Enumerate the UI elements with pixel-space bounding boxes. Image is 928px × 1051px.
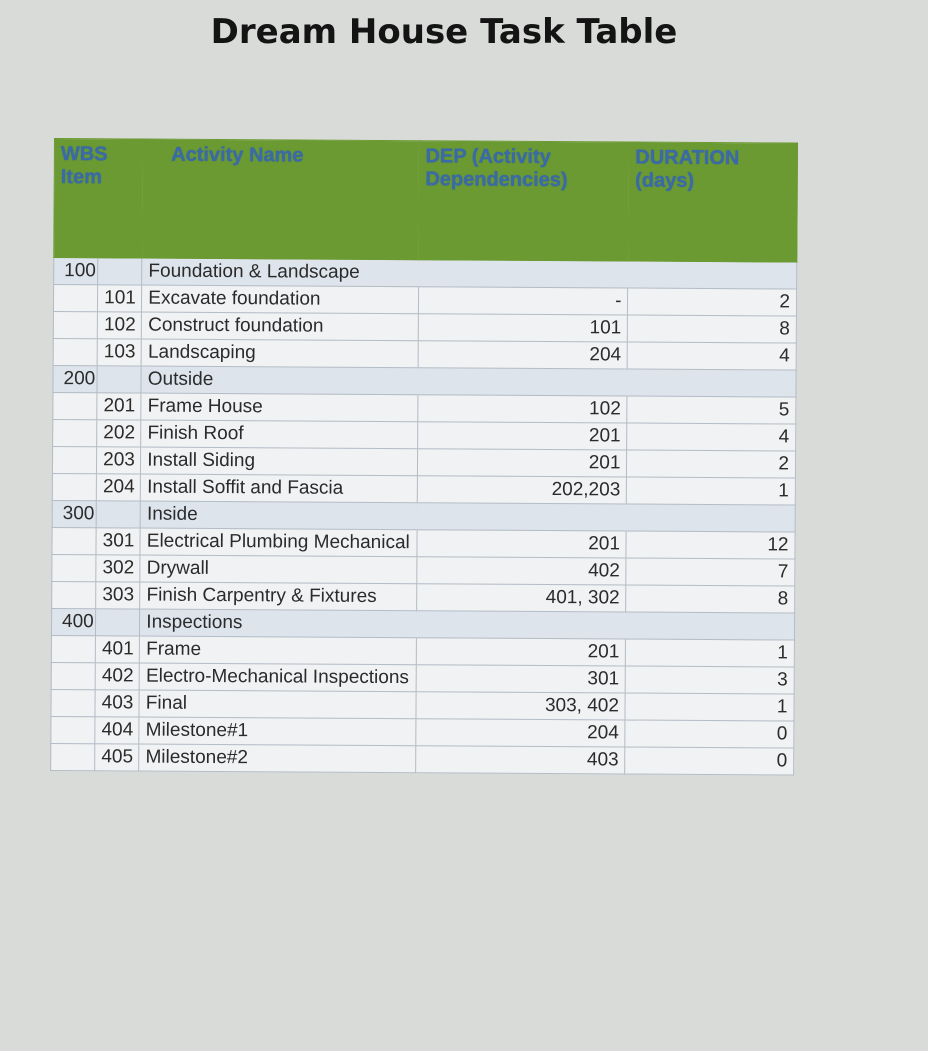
activity-cell: Electrical Plumbing Mechanical <box>140 528 416 557</box>
activity-cell: Electro-Mechanical Inspections <box>139 663 415 692</box>
sub-wbs-cell: 303 <box>96 582 140 609</box>
sub-wbs-cell: 202 <box>97 420 141 447</box>
activity-cell: Final <box>139 690 415 719</box>
table-row <box>51 743 794 775</box>
duration-cell <box>628 261 797 289</box>
sub-wbs-cell: 103 <box>97 339 141 366</box>
dependency-cell: 301 <box>416 665 626 693</box>
activity-cell: Drywall <box>140 555 416 584</box>
sub-wbs-cell: 405 <box>95 744 139 771</box>
activity-cell: Construct foundation <box>142 312 418 341</box>
duration-cell: 5 <box>627 396 796 424</box>
wbs-cell <box>53 338 97 365</box>
duration-cell: 2 <box>627 450 796 478</box>
wbs-cell: 100 <box>54 258 98 285</box>
activity-cell: Outside <box>141 366 417 395</box>
wbs-cell: 200 <box>53 365 97 392</box>
duration-cell: 2 <box>628 288 797 316</box>
sub-wbs-cell: 302 <box>96 555 140 582</box>
dependency-cell: 204 <box>415 719 625 747</box>
duration-cell: 3 <box>626 666 795 694</box>
wbs-cell <box>51 716 95 743</box>
activity-cell: Frame <box>140 636 416 665</box>
sub-wbs-cell: 403 <box>95 690 139 717</box>
activity-cell: Finish Carpentry & Fixtures <box>140 582 416 611</box>
sub-wbs-cell <box>97 366 141 393</box>
activity-cell: Finish Roof <box>141 420 417 449</box>
table-header-row <box>54 139 798 263</box>
sub-wbs-cell: 203 <box>97 447 141 474</box>
dependency-cell: 201 <box>416 638 626 666</box>
dependency-cell <box>416 611 626 639</box>
duration-cell: 4 <box>627 423 796 451</box>
dependency-cell: 401, 302 <box>416 584 626 612</box>
wbs-cell: 400 <box>51 608 95 635</box>
header-dependencies: DEP (Activity Dependencies) <box>418 141 629 261</box>
wbs-cell <box>52 473 96 500</box>
activity-cell: Inspections <box>140 609 416 638</box>
duration-cell: 0 <box>625 747 794 775</box>
sub-wbs-cell: 404 <box>95 717 139 744</box>
wbs-cell <box>51 635 95 662</box>
wbs-cell <box>52 527 96 554</box>
dependency-cell: 201 <box>417 530 627 558</box>
dependency-cell: 102 <box>417 395 627 423</box>
wbs-cell <box>52 446 96 473</box>
wbs-cell <box>51 689 95 716</box>
duration-cell: 8 <box>628 315 797 343</box>
dependency-cell: 101 <box>418 314 628 342</box>
duration-cell: 8 <box>626 585 795 613</box>
dependency-cell: 402 <box>416 557 626 585</box>
wbs-cell <box>52 554 96 581</box>
duration-cell <box>626 612 795 640</box>
wbs-cell <box>53 285 97 312</box>
wbs-cell <box>53 392 97 419</box>
dependency-cell: 403 <box>415 746 625 774</box>
wbs-cell <box>53 419 97 446</box>
dependency-cell <box>418 368 628 396</box>
dependency-cell: - <box>418 287 628 315</box>
duration-cell: 12 <box>626 531 795 559</box>
task-table <box>50 138 798 776</box>
wbs-cell <box>51 743 95 770</box>
sub-wbs-cell <box>96 609 140 636</box>
header-wbs-item: WBS Item <box>54 139 143 259</box>
duration-cell <box>627 369 796 397</box>
dependency-cell: 303, 402 <box>416 692 626 720</box>
dependency-cell <box>418 260 628 288</box>
duration-cell: 7 <box>626 558 795 586</box>
wbs-cell <box>52 581 96 608</box>
dependency-cell: 201 <box>417 449 627 477</box>
activity-cell: Frame House <box>141 393 417 422</box>
sub-wbs-cell: 101 <box>98 285 142 312</box>
header-duration: DURATION (days) <box>628 142 797 262</box>
duration-cell: 4 <box>628 342 797 370</box>
page-title: Dream House Task Table <box>210 12 678 52</box>
activity-cell: Foundation & Landscape <box>142 258 418 287</box>
sub-wbs-cell: 204 <box>96 474 140 501</box>
sub-wbs-cell <box>96 501 140 528</box>
dependency-cell: 202,203 <box>417 476 627 504</box>
dependency-cell: 204 <box>418 341 628 369</box>
duration-cell: 0 <box>625 720 794 748</box>
dependency-cell: 201 <box>417 422 627 450</box>
activity-cell: Landscaping <box>141 339 417 368</box>
wbs-cell: 300 <box>52 500 96 527</box>
wbs-cell <box>51 662 95 689</box>
activity-cell: Install Soffit and Fascia <box>141 474 417 503</box>
activity-cell: Milestone#1 <box>139 717 415 746</box>
activity-cell: Inside <box>140 501 416 530</box>
activity-cell: Excavate foundation <box>142 285 418 314</box>
duration-cell: 1 <box>627 477 796 505</box>
duration-cell <box>627 504 796 532</box>
activity-cell: Milestone#2 <box>139 744 415 773</box>
sub-wbs-cell <box>98 258 142 285</box>
duration-cell: 1 <box>626 639 795 667</box>
activity-cell: Install Siding <box>141 447 417 476</box>
dependency-cell <box>417 503 627 531</box>
sub-wbs-cell: 102 <box>97 312 141 339</box>
sub-wbs-cell: 201 <box>97 393 141 420</box>
sub-wbs-cell: 401 <box>95 636 139 663</box>
header-activity-name: Activity Name <box>142 139 419 260</box>
sub-wbs-cell: 402 <box>95 663 139 690</box>
wbs-cell <box>53 311 97 338</box>
sub-wbs-cell: 301 <box>96 528 140 555</box>
duration-cell: 1 <box>625 693 794 721</box>
